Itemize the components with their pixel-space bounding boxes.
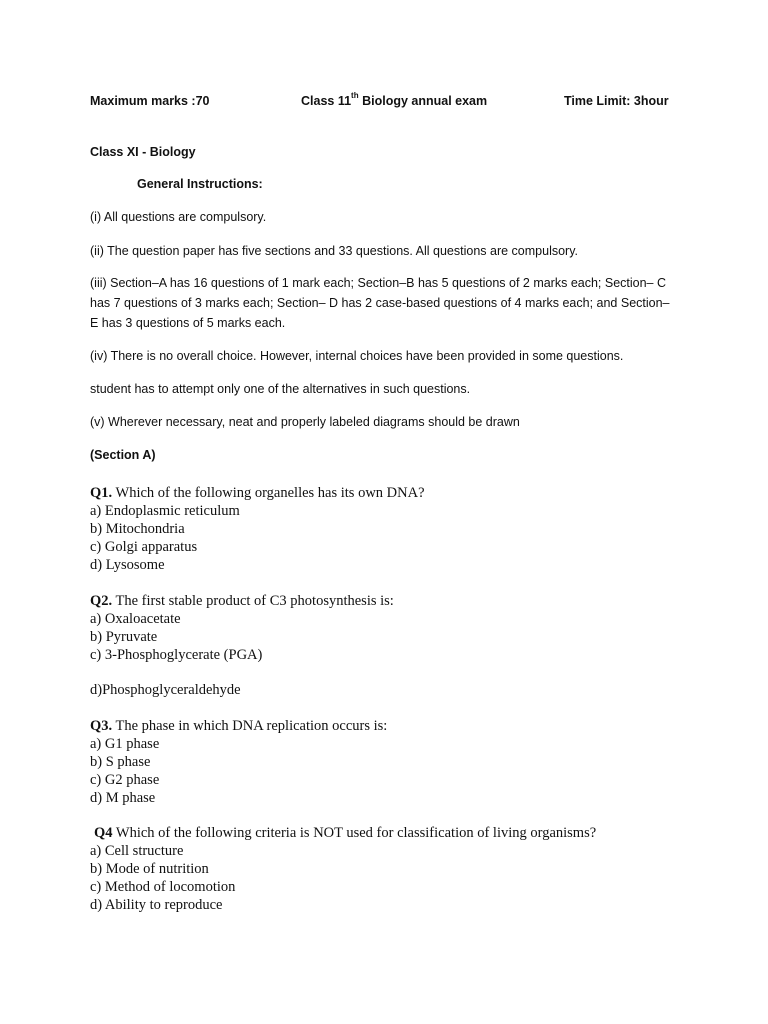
question-4-option-c: c) Method of locomotion xyxy=(90,879,236,895)
question-4-option-d: d) Ability to reproduce xyxy=(90,897,223,913)
question-4-number: Q4 xyxy=(94,825,113,841)
question-1-option-a: a) Endoplasmic reticulum xyxy=(90,503,240,519)
instruction-5: student has to attempt only one of the alternatives in such questions. xyxy=(90,382,471,396)
question-1-option-c: c) Golgi apparatus xyxy=(90,539,198,555)
question-3-option-a: a) G1 phase xyxy=(90,736,160,752)
question-4-option-a: a) Cell structure xyxy=(90,843,184,859)
section-heading: (Section A) xyxy=(90,448,156,462)
time-limit: Time Limit: 3hour xyxy=(564,94,669,108)
subject-title: Class XI - Biology xyxy=(90,145,196,159)
question-2-stem: The first stable product of C3 photosynthesis is: xyxy=(112,593,394,609)
question-4-stem: Which of the following criteria is NOT used for classification of living organisms? xyxy=(112,825,597,841)
exam-title-prefix: Class 11 xyxy=(301,94,352,108)
question-1-option-b: b) Mitochondria xyxy=(90,521,185,537)
question-2-option-d: d)Phosphoglyceraldehyde xyxy=(90,682,241,698)
question-3-number: Q3. xyxy=(90,718,113,734)
exam-title xyxy=(301,91,488,108)
instruction-1: (i) All questions are compulsory. xyxy=(90,210,267,224)
question-3-stem: The phase in which DNA replication occurs is: xyxy=(112,718,388,734)
question-2 xyxy=(90,592,690,664)
question-3 xyxy=(90,717,690,807)
question-4-text xyxy=(94,824,694,842)
instruction-6: (v) Wherever necessary, neat and properly labeled diagrams should be drawn xyxy=(90,415,520,429)
question-4 xyxy=(94,824,694,842)
question-1-stem: Which of the following organelles has its own DNA? xyxy=(112,485,425,501)
question-2-text xyxy=(90,592,690,610)
question-4-option-b: b) Mode of nutrition xyxy=(90,861,209,877)
exam-title-suffix: Biology annual exam xyxy=(358,94,488,108)
question-2-option-b: b) Pyruvate xyxy=(90,629,158,645)
question-3-option-d: d) M phase xyxy=(90,790,156,806)
max-marks: Maximum marks :70 xyxy=(90,94,210,108)
instruction-4: (iv) There is no overall choice. However, internal choices have been provided in some questions. xyxy=(90,349,624,363)
question-1-number: Q1. xyxy=(90,485,113,501)
question-1-text xyxy=(90,484,690,502)
question-4-options xyxy=(90,842,690,914)
question-1-option-d: d) Lysosome xyxy=(90,557,165,573)
question-3-text xyxy=(90,717,690,735)
question-2-option-a: a) Oxaloacetate xyxy=(90,611,181,627)
question-1 xyxy=(90,484,690,574)
question-3-option-c: c) G2 phase xyxy=(90,772,160,788)
question-2-option-c: c) 3-Phosphoglycerate (PGA) xyxy=(90,647,263,663)
instructions-heading: General Instructions: xyxy=(137,177,263,191)
instruction-3: (iii) Section–A has 16 questions of 1 mark each; Section–B has 5 questions of 2 marks each; Section– C has 7 questions of 3 marks each; Section– D has 2 case-based questions of 4 marks each; and Section–E has 3 questions of 5 marks each. xyxy=(90,276,670,330)
instruction-2: (ii) The question paper has five sections and 33 questions. All questions are compulsory. xyxy=(90,244,579,258)
question-2-number: Q2. xyxy=(90,593,113,609)
exam-title-superscript: th xyxy=(351,91,359,100)
question-3-option-b: b) S phase xyxy=(90,754,151,770)
